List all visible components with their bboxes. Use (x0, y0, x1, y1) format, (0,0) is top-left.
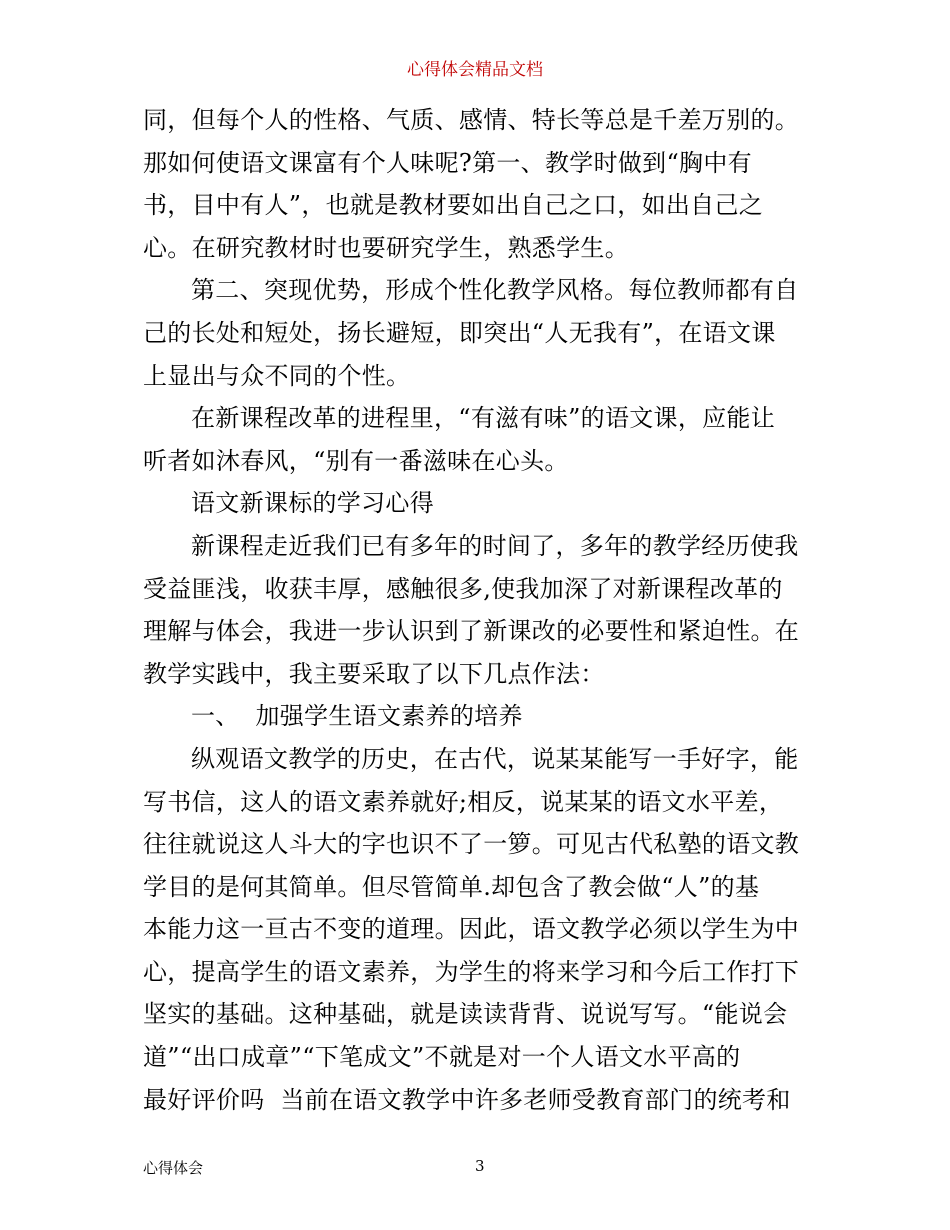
text-line: 第二、突现优势，形成个性化教学风格。每位教师都有自 (191, 276, 799, 305)
text-line: 道”“出口成章”“下笔成文”不就是对一个人语文水平高的 (143, 1043, 741, 1072)
text-line: 己的长处和短处，扬长避短，即突出“人无我有”，在语文课 (143, 318, 776, 347)
text-line: 心。在研究教材时也要研究学生，熟悉学生。 (143, 233, 629, 262)
text-line: 教学实践中，我主要采取了以下几点作法： (143, 659, 605, 688)
text-line: 写书信，这人的语文素养就好;相反，说某某的语文水平差， (143, 787, 784, 816)
text-line: 纵观语文教学的历史，在古代，说某某能写一手好字，能 (191, 744, 799, 773)
text-line: 坚实的基础。这种基础，就是读读背背、说说写写。“能说会 (143, 1000, 788, 1029)
text-line: 听者如沐春风，“别有一番滋味在心头。 (143, 446, 569, 475)
text-line: 理解与体会，我进一步认识到了新课改的必要性和紧迫性。在 (143, 617, 800, 646)
text-line: 新课程走近我们已有多年的时间了，多年的教学经历使我 (191, 531, 799, 560)
text-line: 在新课程改革的进程里，“有滋有味”的语文课，应能让 (191, 404, 776, 433)
footer-label: 心得体会 (143, 1159, 204, 1177)
text-line: 心，提高学生的语文素养，为学生的将来学习和今后工作打下 (143, 957, 800, 986)
text-line: 本能力这一亘古不变的道理。因此，语文教学必须以学生为中 (143, 915, 800, 944)
page-number: 3 (475, 1157, 485, 1175)
section-heading: 一、 加强学生语文素养的培养 (191, 702, 523, 731)
text-line: 往往就说这人斗大的字也识不了一箩。可见古代私塾的语文教 (143, 830, 800, 859)
document-body (143, 99, 813, 1121)
text-line: 学目的是何其简单。但尽管简单.却包含了教会做“人”的基 (143, 872, 760, 901)
text-line: 那如何使语文课富有个人味呢?第一、教学时做到“胸中有 (143, 148, 752, 177)
text-line: 受益匪浅，收获丰厚，感触很多,使我加深了对新课程改革的 (143, 574, 783, 603)
text-line: 上显出与众不同的个性。 (143, 361, 411, 390)
text-line: 同，但每个人的性格、气质、感情、特长等总是千差万别的。 (143, 106, 800, 134)
section-title: 语文新课标的学习心得 (191, 489, 434, 518)
text-line: 书，目中有人”，也就是教材要如出自己之口，如出自己之 (143, 191, 764, 220)
text-line: 最好评价吗 当前在语文教学中许多老师受教育部门的统考和 (143, 1085, 791, 1114)
page-header-title: 心得体会精品文档 (407, 60, 543, 80)
